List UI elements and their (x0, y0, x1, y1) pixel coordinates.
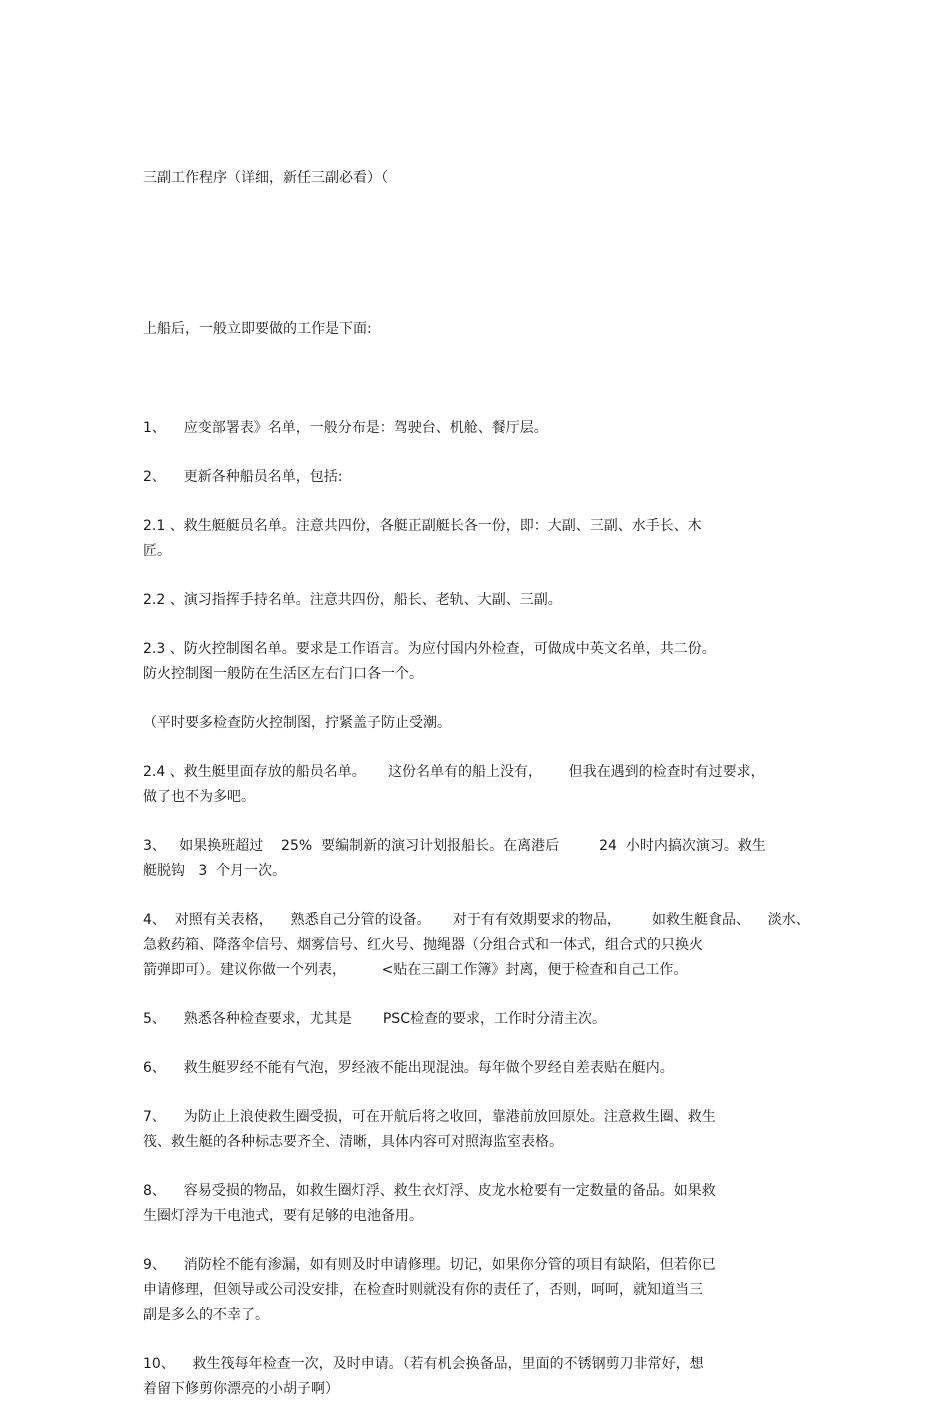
list-item (143, 1105, 823, 1155)
list-item-line: 筏、救生艇的各种标志要齐全、清晰，具体内容可对照海监室表格。 (143, 1134, 563, 1150)
item-list (143, 416, 823, 1402)
list-item (143, 760, 823, 810)
list-item-line: 匠。 (143, 543, 171, 559)
document-page (143, 116, 823, 1426)
list-item (143, 514, 823, 564)
list-item-line: 2.2 、演习指挥手持名单。注意共四份，船长、老轨、大副、三副。 (143, 592, 562, 608)
document-title (143, 116, 823, 241)
list-item-line: 防火控制图一般防在生活区左右门口各一个。 (143, 666, 423, 682)
intro-paragraph (143, 267, 823, 392)
list-item-line: 箭弹即可）。建议你做一个列表， <贴在三副工作簿》封离，便于检查和自己工作。 (143, 962, 688, 978)
list-item-line: （平时要多检查防火控制图，拧紧盖子防止受潮。 (143, 715, 451, 731)
list-item (143, 416, 823, 441)
list-item-line: 7、 为防止上浪使救生圈受损，可在开航后将之收回，靠港前放回原处。注意救生圈、救生 (143, 1109, 716, 1125)
list-item-line: 8、 容易受损的物品，如救生圈灯浮、救生衣灯浮、皮龙水枪要有一定数量的备品。如果救 (143, 1183, 716, 1199)
list-item (143, 1179, 823, 1229)
list-item-line: 6、 救生艇罗经不能有气泡，罗经液不能出现混浊。每年做个罗经自差表贴在艇内。 (143, 1060, 674, 1076)
list-item-line: 生圈灯浮为干电池式，要有足够的电池备用。 (143, 1208, 423, 1224)
intro-text: 上船后，一般立即要做的工作是下面: (143, 321, 372, 337)
list-item-line: 急救药箱、降落伞信号、烟雾信号、红火号、抛绳器（分组合式和一体式，组合式的只换火 (143, 937, 703, 953)
list-item-line: 着留下修剪你漂亮的小胡子啊） (143, 1381, 339, 1397)
list-item-line: 2.3 、防火控制图名单。要求是工作语言。为应付国内外检查，可做成中英文名单，共二份。 (143, 641, 716, 657)
list-item-line: 2.1 、救生艇艇员名单。注意共四份，各艇正副艇长各一份，即：大副、三副、水手长、木 (143, 518, 702, 534)
list-item-line: 9、 消防栓不能有渗漏，如有则及时申请修理。切记，如果你分管的项目有缺陷，但若你已 (143, 1257, 716, 1273)
list-item (143, 588, 823, 613)
list-item (143, 1056, 823, 1081)
list-item-line: 1、 应变部署表》名单，一般分布是：驾驶台、机舱、餐厅层。 (143, 420, 548, 436)
list-item (143, 711, 823, 736)
list-item (143, 465, 823, 490)
list-item-line: 4、 对照有关表格， 熟悉自己分管的设备。 对于有有效期要求的物品， 如救生艇食品、 淡水、 (143, 912, 810, 928)
list-item-line: 10、 救生筏每年检查一次，及时申请。（若有机会换备品，里面的不锈钢剪刀非常好，想 (143, 1356, 704, 1372)
list-item (143, 637, 823, 687)
title-text: 三副工作程序（详细，新任三副必看）（ (143, 170, 388, 186)
list-item-line: 2、 更新各种船员名单，包括: (143, 469, 343, 485)
list-item (143, 1253, 823, 1328)
list-item (143, 908, 823, 983)
list-item-line: 做了也不为多吧。 (143, 789, 255, 805)
list-item-line: 2.4 、救生艇里面存放的船员名单。 这份名单有的船上没有， 但我在遇到的检查时有过要求， (143, 764, 765, 780)
list-item (143, 1007, 823, 1032)
list-item-line: 申请修理，但领导或公司没安排，在检查时则就没有你的责任了，否则，呵呵，就知道当三 (143, 1282, 703, 1298)
list-item (143, 1352, 823, 1402)
list-item-line: 5、 熟悉各种检查要求，尤其是 PSC检查的要求，工作时分清主次。 (143, 1011, 606, 1027)
list-item-line: 副是多么的不幸了。 (143, 1307, 269, 1323)
list-item-line: 艇脱钩 3 个月一次。 (143, 863, 287, 879)
list-item-line: 3、 如果换班超过 25% 要编制新的演习计划报船长。在离港后 24 小时内搞次演习。救生 (143, 838, 766, 854)
list-item (143, 834, 823, 884)
